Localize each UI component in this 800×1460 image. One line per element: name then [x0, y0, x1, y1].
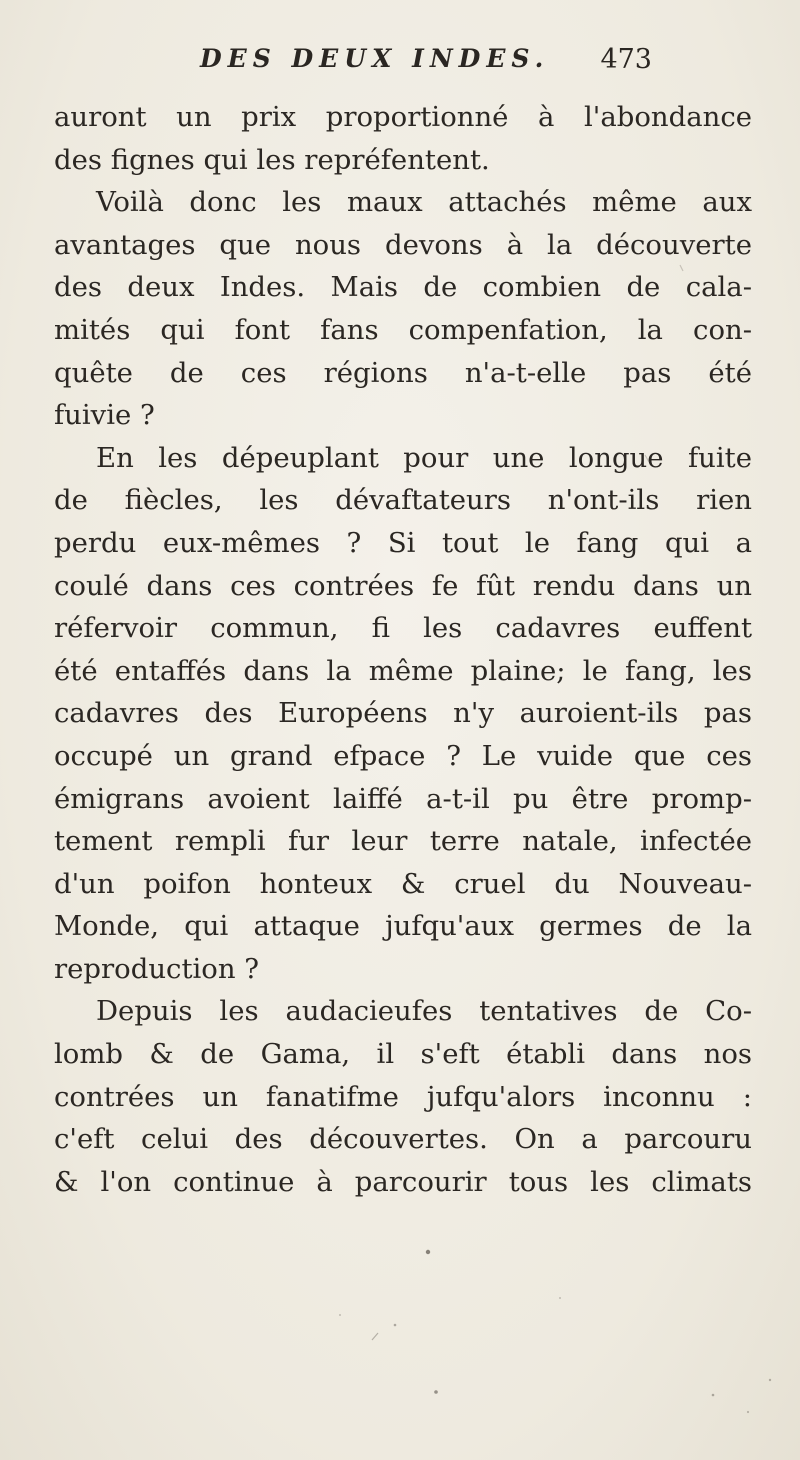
text-line: reproduction ?	[54, 952, 260, 985]
text-line: été entaffés dans la même plaine; le fang, les	[54, 654, 752, 687]
text-line: tement rempli fur leur terre natale, infectée	[54, 825, 752, 858]
text-line: d'un poifon honteux & cruel du Nouveau-	[54, 867, 752, 900]
text-line: c'eft celui des découvertes. On a parcouru	[54, 1123, 752, 1156]
text-line: émigrans avoient laiffé a-t-il pu être promp-	[54, 782, 752, 815]
text-line: Monde, qui attaque jufqu'aux germes de la	[54, 910, 752, 943]
text-line: lomb & de Gama, il s'eft établi dans nos	[54, 1038, 752, 1071]
text-line: quête de ces régions n'a-t-elle pas été	[54, 356, 752, 389]
body-text	[54, 96, 752, 1203]
text-line: coulé dans ces contrées fe fût rendu dans un	[54, 569, 752, 602]
text-line: perdu eux-mêmes ? Si tout le fang qui a	[54, 526, 752, 559]
text-line: Depuis les audacieufes tentatives de Co-	[96, 995, 752, 1028]
text-line: réfervoir commun, fi les cadavres euffent	[54, 612, 752, 645]
text-line: En les dépeuplant pour une longue fuite	[96, 441, 752, 474]
text-line: contrées un fanatifme jufqu'alors inconnu :	[54, 1080, 752, 1113]
running-title: DES DEUX INDES.	[200, 44, 550, 73]
text-line: occupé un grand efpace ? Le vuide que ces	[54, 739, 752, 772]
text-line: fuivie ?	[54, 399, 155, 432]
text-line: des deux Indes. Mais de combien de cala-	[54, 271, 752, 304]
text-line: de fiècles, les dévaftateurs n'ont-ils rien	[54, 484, 752, 517]
text-line: & l'on continue à parcourir tous les climats	[54, 1165, 752, 1198]
text-line: auront un prix proportionné à l'abondance	[54, 101, 752, 133]
text-line: des fignes qui les repréfentent.	[54, 143, 490, 176]
running-head	[200, 44, 660, 84]
page-number: 473	[600, 44, 652, 75]
text-line: avantages que nous devons à la découverte	[54, 228, 752, 261]
text-line: cadavres des Européens n'y auroient-ils pas	[54, 697, 752, 730]
text-line: mités qui font fans compenfation, la con-	[54, 313, 752, 346]
text-line: Voilà donc les maux attachés même aux	[96, 186, 752, 219]
